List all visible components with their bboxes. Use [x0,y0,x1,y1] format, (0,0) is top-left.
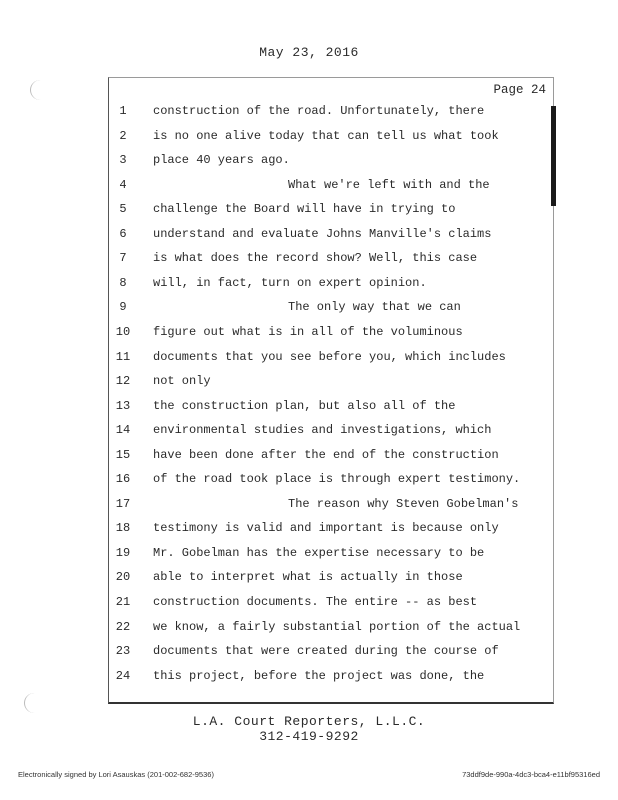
transcript-line [108,251,554,267]
document-hash: 73ddf9de-990a-4dc3-bca4-e11bf95316ed [462,770,600,779]
line-number: 21 [115,595,131,609]
transcript-line [108,129,554,145]
line-text: place 40 years ago. [153,153,290,168]
reporter-company: L.A. Court Reporters, L.L.C. [192,714,426,729]
line-text: will, in fact, turn on expert opinion. [153,275,427,290]
transcript-line [108,497,554,513]
transcript-line [108,644,554,660]
line-text: challenge the Board will have in trying to [153,202,456,217]
transcript-line [108,595,554,611]
line-text: What we're left with and the [288,177,490,192]
line-number: 11 [115,349,131,364]
line-text: able to interpret what is actually in those [153,570,463,585]
transcript-line [108,374,554,390]
line-text: testimony is valid and important is because only [153,521,499,536]
reporter-phone: 312-419-9292 [259,729,359,744]
line-number: 13 [115,398,131,413]
transcript-line [108,276,554,292]
page-number: Page 24 [493,83,546,97]
transcript-line [108,300,554,316]
transcript-line [108,202,554,218]
line-text: The only way that we can [288,300,461,315]
line-number: 19 [115,545,131,560]
line-number: 17 [115,496,131,511]
transcript-line [108,325,554,341]
line-number: 18 [115,521,131,536]
line-number: 5 [119,202,127,217]
transcript-line [108,669,554,685]
line-text: environmental studies and investigations, which [153,423,492,438]
line-number: 22 [115,619,131,634]
transcript-line [108,104,554,120]
line-text: is what does the record show? Well, this case [153,251,478,266]
line-number: 16 [115,472,131,487]
line-number: 2 [119,128,127,143]
transcript-line [108,472,554,488]
line-text: documents that were created during the course of [153,644,499,659]
transcript-line [108,570,554,586]
line-text: understand and evaluate Johns Manville's claims [153,226,492,241]
line-text: we know, a fairly substantial portion of the actual [153,619,521,634]
punch-hole-bottom [24,693,45,713]
transcript-line [108,350,554,366]
transcript-line [108,521,554,537]
line-number: 10 [115,324,131,339]
line-number: 15 [115,447,131,462]
transcript-line [108,227,554,243]
line-number: 20 [115,570,131,585]
line-number: 24 [115,668,131,683]
line-text: construction of the road. Unfortunately, there [153,104,485,118]
transcript-line [108,620,554,636]
line-number: 8 [119,275,127,290]
line-text: have been done after the end of the construction [153,447,499,462]
electronic-signature: Electronically signed by Lori Asauskas (201-002-682-9536) [18,770,214,779]
transcript-line [108,399,554,415]
line-text: Mr. Gobelman has the expertise necessary to be [153,545,485,560]
line-number: 1 [119,104,127,118]
line-text: of the road took place is through expert testimony. [153,472,521,487]
line-number: 6 [119,226,127,241]
transcript-line [108,546,554,562]
line-number: 3 [119,153,127,168]
line-text: figure out what is in all of the voluminous [153,324,463,339]
transcript-line [108,153,554,169]
line-number: 9 [119,300,127,315]
line-number: 12 [115,374,131,389]
line-number: 23 [115,644,131,659]
transcript-line [108,178,554,194]
line-text: is no one alive today that can tell us what took [153,128,499,143]
line-number: 7 [119,251,127,266]
line-text: construction documents. The entire -- as best [153,595,478,609]
line-text: The reason why Steven Gobelman's [288,496,519,511]
punch-hole-top [30,80,51,100]
line-text: not only [153,374,211,389]
line-number: 4 [119,177,127,192]
transcript-line [108,423,554,439]
line-number: 14 [115,423,131,438]
line-text: this project, before the project was done, the [153,668,485,683]
line-text: the construction plan, but also all of the [153,398,456,413]
transcript-line [108,448,554,464]
line-text: documents that you see before you, which includes [153,349,506,364]
transcript-date: May 23, 2016 [259,45,359,60]
